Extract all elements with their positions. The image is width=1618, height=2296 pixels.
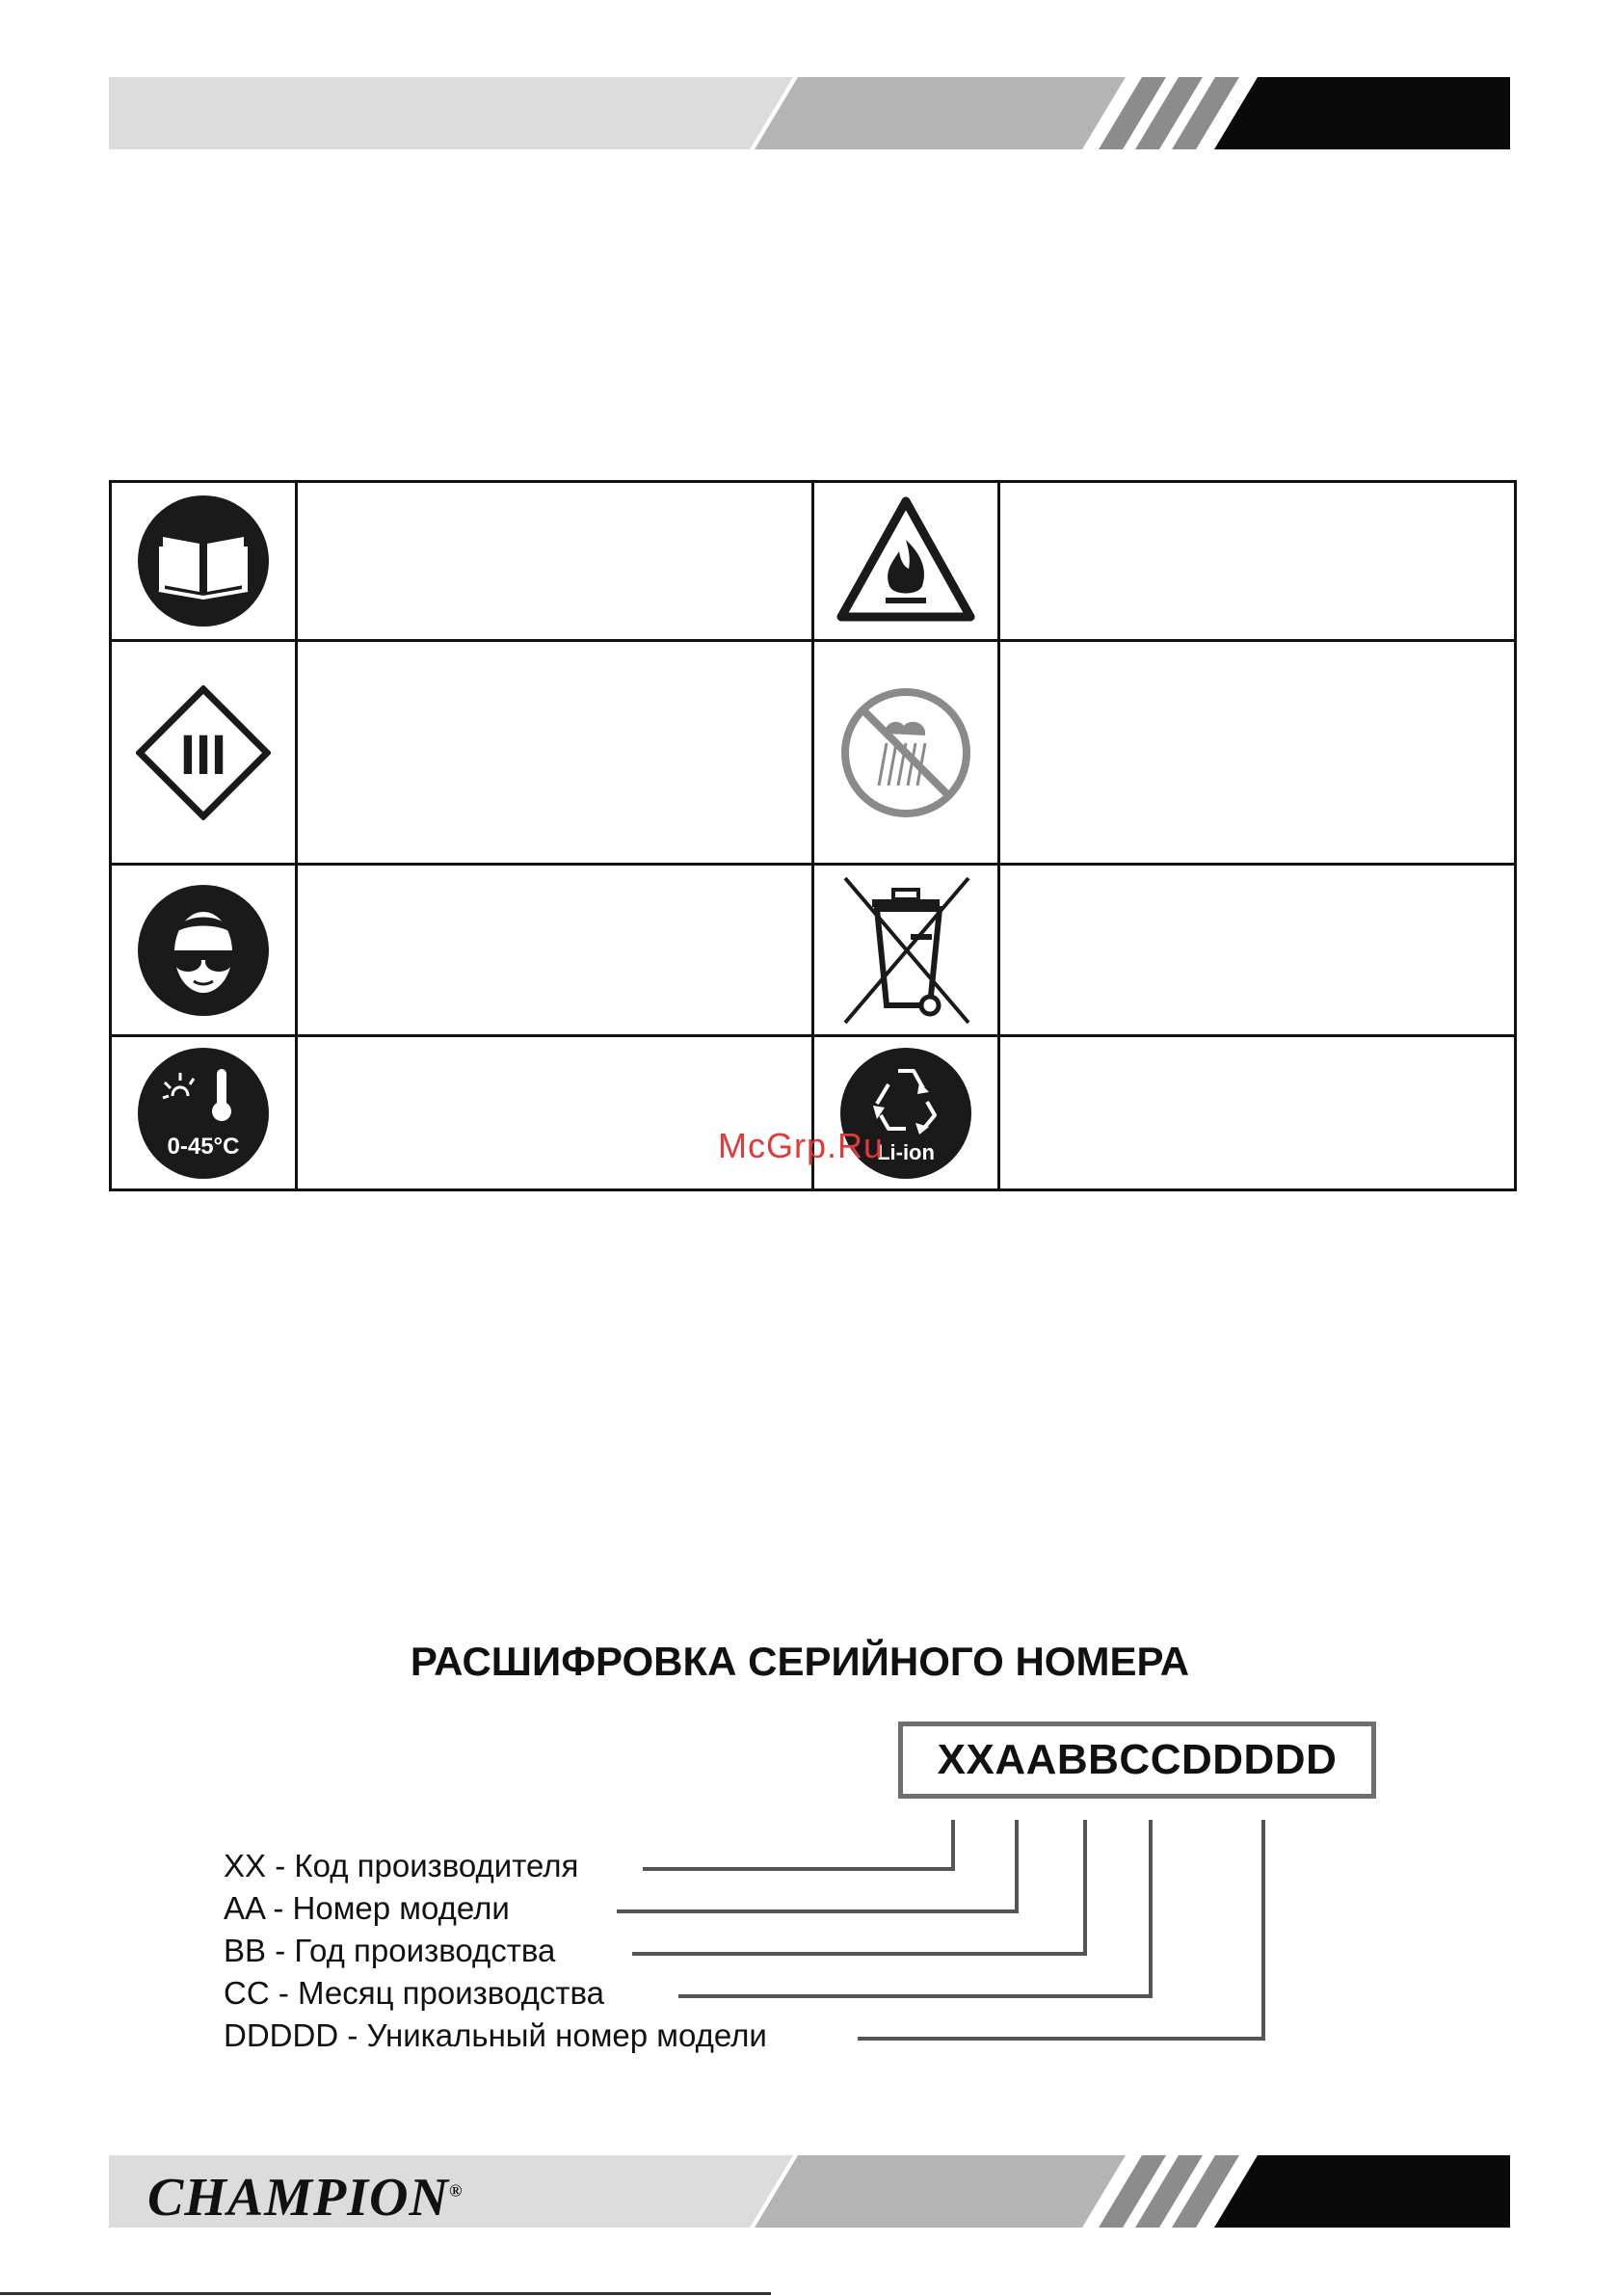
text-cell [297,865,813,1036]
li-ion-label: Li-ion [877,1139,935,1164]
class-three-insulation-icon [136,685,271,820]
legend-line-ddddd: DDDDD - Уникальный номер модели [224,2017,767,2053]
icon-cell [111,1036,297,1190]
icon-cell [813,865,999,1036]
connector-aa [617,1820,1017,1911]
legend-line-xx: XX - Код производителя [224,1848,579,1883]
text-cell [297,641,813,865]
read-manual-icon [136,494,271,628]
text-cell [999,482,1516,641]
table-row [111,865,1516,1036]
connector-xx [643,1820,953,1869]
legend-line-cc: CC - Месяц производства [224,1975,604,2011]
watermark-text: McGrp.Ru [718,1126,885,1165]
weee-crossed-bin-icon [834,870,978,1029]
header-stripe-graphic [109,77,1510,149]
connector-cc [678,1820,1151,1996]
page-bottom-rule [0,2292,771,2295]
icon-cell [813,1036,999,1190]
legend-line-bb: BB - Год производства [224,1933,556,1968]
flammable-warning-icon [834,494,978,628]
text-cell [297,1036,813,1190]
text-cell [297,482,813,641]
champion-logo [147,2167,463,2229]
header-band [109,77,1510,149]
legend-line-aa: AA - Номер модели [224,1890,510,1926]
serial-code-box: XXAABBCCDDDDD [898,1722,1376,1799]
icon-cell [813,641,999,865]
text-cell [999,641,1516,865]
temperature-range-icon [136,1046,271,1181]
text-cell [999,865,1516,1036]
text-cell [999,1036,1516,1190]
icon-cell [813,482,999,641]
connector-bb [632,1820,1085,1954]
registered-mark: ® [448,2180,464,2201]
serial-heading: РАСШИФРОВКА СЕРИЙНОГО НОМЕРА [410,1639,1190,1684]
safety-goggles-icon [136,883,271,1018]
no-rain-icon [838,685,973,820]
table-row [111,482,1516,641]
connector-ddddd [858,1820,1263,2039]
safety-symbols-table [109,480,1517,1191]
class-three-label: III [179,723,227,787]
icon-cell [111,641,297,865]
icon-cell [111,865,297,1036]
table-row [111,1036,1516,1190]
table-row [111,641,1516,865]
icon-cell [111,482,297,641]
brand-name: CHAMPION [147,2168,449,2228]
temperature-label: 0-45°C [167,1133,240,1160]
